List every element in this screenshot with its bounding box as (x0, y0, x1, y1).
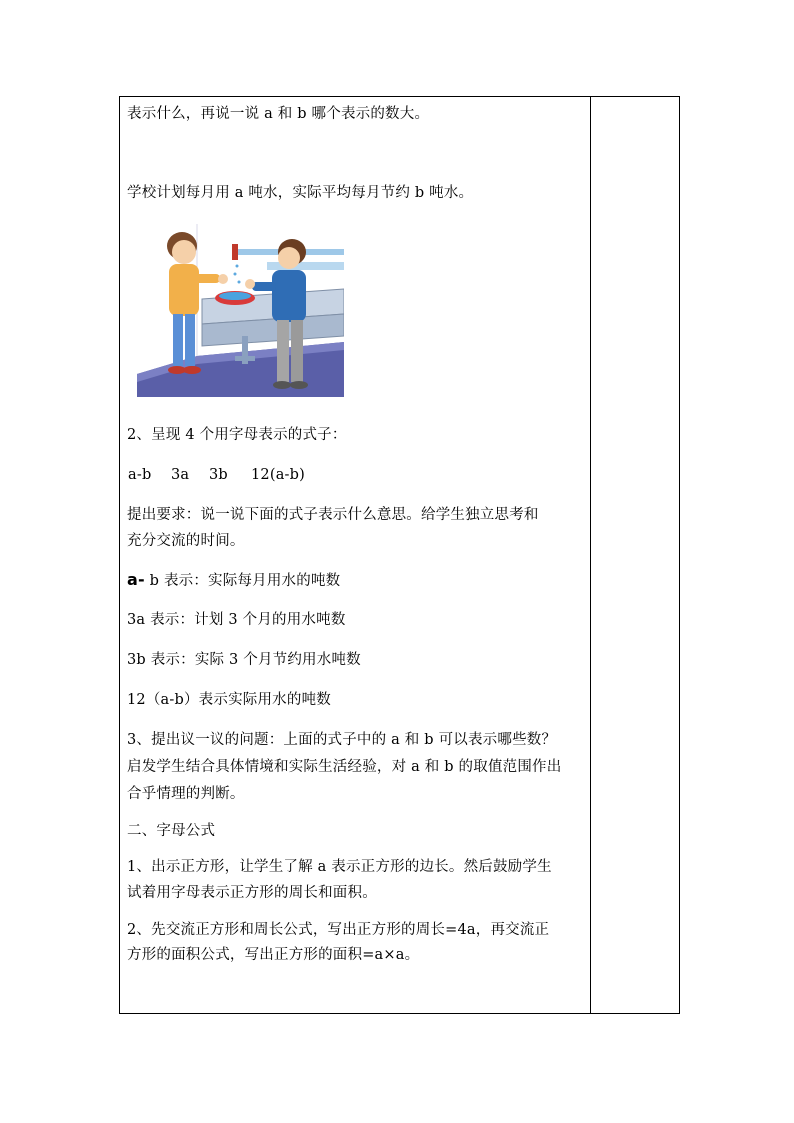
notes-cell (591, 97, 679, 1013)
step2-title: 2、呈现 4 个用字母表示的式子： (127, 427, 347, 443)
illustration-svg (137, 224, 344, 397)
two-boys-washing-hands-illustration (137, 224, 344, 397)
formula2-line-2: 方形的面积公式，写出正方形的面积=a×a。 (127, 947, 420, 963)
step3-line-3: 合乎情理的判断。 (127, 786, 245, 802)
step3-line-1: 3、提出议一议的问题：上面的式子中的 a 和 b 可以表示哪些数？ (127, 732, 557, 748)
section2-title: 二、字母公式 (127, 823, 216, 839)
plan-line: 学校计划每月用 a 吨水，实际平均每月节约 b 吨水。 (127, 185, 474, 201)
expr-3: 3b (209, 467, 228, 483)
meaning-1-text: b 表示：实际每月用水的吨数 (144, 573, 341, 589)
expr-1: a-b (128, 467, 152, 483)
meaning-4: 12（a-b）表示实际用水的吨数 (127, 692, 331, 708)
expr-2: 3a (171, 467, 190, 483)
lesson-table (119, 96, 680, 1014)
intro-line: 表示什么，再说一说 a 和 b 哪个表示的数大。 (127, 106, 430, 122)
formula2-line-1: 2、先交流正方形和周长公式，写出正方形的周长=4a，再交流正 (127, 922, 550, 938)
step3-line-2: 启发学生结合具体情境和实际生活经验，对 a 和 b 的取值范围作出 (127, 759, 562, 775)
meaning-2: 3a 表示：计划 3 个月的用水吨数 (127, 612, 346, 628)
lesson-content-cell (127, 97, 585, 1013)
expr-4: 12(a-b) (251, 467, 305, 483)
meaning-1 (127, 570, 340, 591)
formula1-line-1: 1、出示正方形，让学生了解 a 表示正方形的边长。然后鼓励学生 (127, 859, 552, 875)
meaning-3: 3b 表示：实际 3 个月节约用水吨数 (127, 652, 361, 668)
formula1-line-2: 试着用字母表示正方形的周长和面积。 (127, 885, 377, 901)
requirement-line-1: 提出要求：说一说下面的式子表示什么意思。给学生独立思考和 (127, 507, 539, 523)
requirement-line-2: 充分交流的时间。 (127, 533, 245, 549)
meaning-1-expr: a- (127, 570, 145, 589)
